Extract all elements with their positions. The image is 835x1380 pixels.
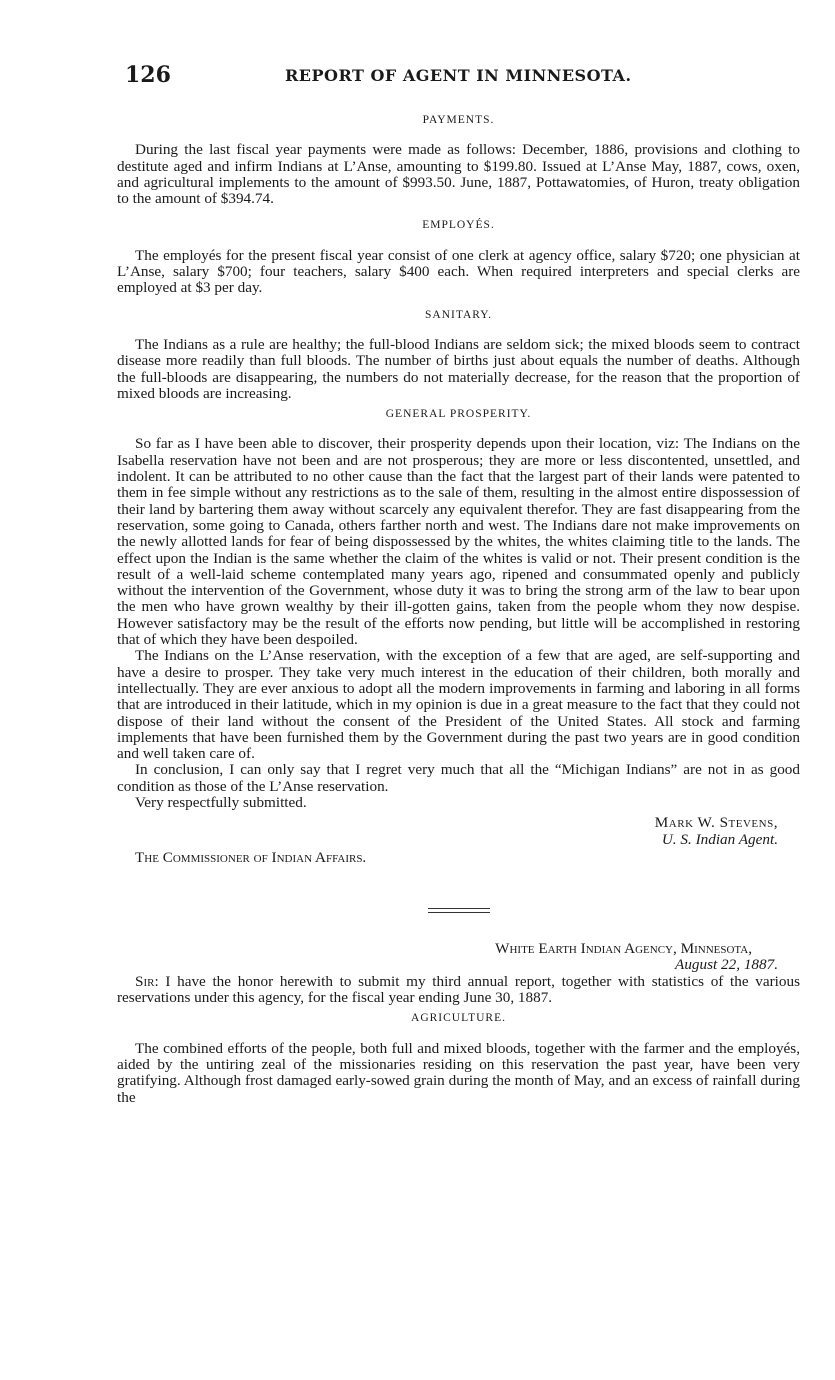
paragraph-agriculture: The combined efforts of the people, both full and mixed bloods, together with the farmer and the employés, aided by the untiring zeal of the missionaries residing on this reservation the past year, have been very gratifying. Although frost damaged early-sowed grain during the month of May, and an excess of rainfall during the [117, 1039, 800, 1106]
divider-rule [428, 908, 490, 909]
intro-paragraph [117, 974, 800, 1007]
section-heading-employes: EMPLOYÉS. [422, 219, 495, 232]
report-date-text: August 22, 1887. [675, 956, 778, 974]
divider-rule [428, 912, 490, 913]
paragraph-prosperity-2: The Indians on the L’Anse reservation, with the exception of a few that are aged, are self-supporting and have a desire to prosper. They take very much interest in the education of their children, both morally and intellectually. They are ever anxious to adopt all the modern improvements in farming and laboring in all forms that are introduced in their latitude, which in my opinion is due in a great measure to the fact that they could not dispose of their land without the consent of the President of the United States. All stock and farming implements that have been furnished them by the Government during the past two years are in good condition and well taken care of. [117, 647, 800, 763]
addressee: The Commissioner of Indian Affairs. [135, 848, 367, 866]
paragraph-payments: During the last fiscal year payments were made as follows: December, 1886, provisions and clothing to destitute aged and infirm Indians at L’Anse, amounting to $199.80. Issued at L’Anse May, 1887, cows, oxen, and agricultural implements to the amount of $993.50. June, 1887, Pottawatomies, of Huron, treaty obligation to the amount of $394.74. [117, 141, 800, 208]
intro-text: I have the honor herewith to submit my third annual report, together with statistics of the various reservations under this agency, for the fiscal year ending June 30, 1887. [117, 972, 800, 1007]
signature-name: Mark W. Stevens, [654, 814, 778, 832]
running-head: REPORT OF AGENT IN MINNESOTA. [285, 66, 632, 85]
section-heading-sanitary: SANITARY. [425, 308, 492, 321]
paragraph-sanitary: The Indians as a rule are healthy; the full-blood Indians are seldom sick; the mixed bloods seem to contract disease more readily than full bloods. The number of births just about equals the number of deaths. Although the full-bloods are disappearing, the numbers do not materially decrease, for the reason that the proportion of mixed bloods are increasing. [117, 335, 800, 402]
signature-title: U. S. Indian Agent. [661, 830, 778, 848]
page-header [125, 62, 800, 88]
paragraph-employes: The employés for the present fiscal year consist of one clerk at agency office, salary $720; one physician at L’Anse, salary $700; four teachers, salary $400 each. When required interpreters and special clerks are employed at $3 per day. [117, 246, 800, 297]
section-heading-prosperity: GENERAL PROSPERITY. [385, 408, 532, 421]
body-text [117, 108, 800, 1106]
closing-line: Very respectfully submitted. [135, 793, 307, 811]
page-number: 126 [125, 62, 171, 88]
report-date [117, 957, 800, 973]
salutation: Sir: [135, 972, 159, 990]
section-heading-agriculture: AGRICULTURE. [411, 1012, 506, 1025]
section-heading-payments: PAYMENTS. [422, 114, 495, 126]
dateline: White Earth Indian Agency, Minnesota, [495, 940, 752, 958]
signature-block [117, 815, 800, 848]
paragraph-prosperity-1: So far as I have been able to discover, their prosperity depends upon their location, viz: The Indians on the Isabella reservation have not been and are not prosperous; they are more or less discontented, unsettled, and indolent. It can be attributed to no other cause than the fact that the largest part of their lands were patented to them in fee simple without any restrictions as to the sale of them, resulting in the almost entire dispossession of their land by bartering them away without scarcely any equivalent therefor. They are fast disappearing from the reservation, some going to Canada, others farther north and west. The Indians dare not make improvements on the newly allotted lands for fear of being dispossessed by the whites, the whites claiming title to the lands. The effect upon the Indian is the same whether the claim of the whites is valid or not. Their present condition is the result of a well-laid scheme contemplated many years ago, ripened and consummated openly and publicly without the intervention of the Government, whose duty it was to bring the strong arm of the law to bear upon the men who have grown wealthy by their ill-gotten gains, taken from the people whom they now despise. However satisfactory may be the result of the efforts now pending, but little will be accomplished in restoring that of which they have been despoiled. [117, 435, 800, 649]
paragraph-prosperity-3: In conclusion, I can only say that I regret very much that all the “Michigan Indians” are not in as good condition as those of the L’Anse reservation. [117, 761, 800, 795]
